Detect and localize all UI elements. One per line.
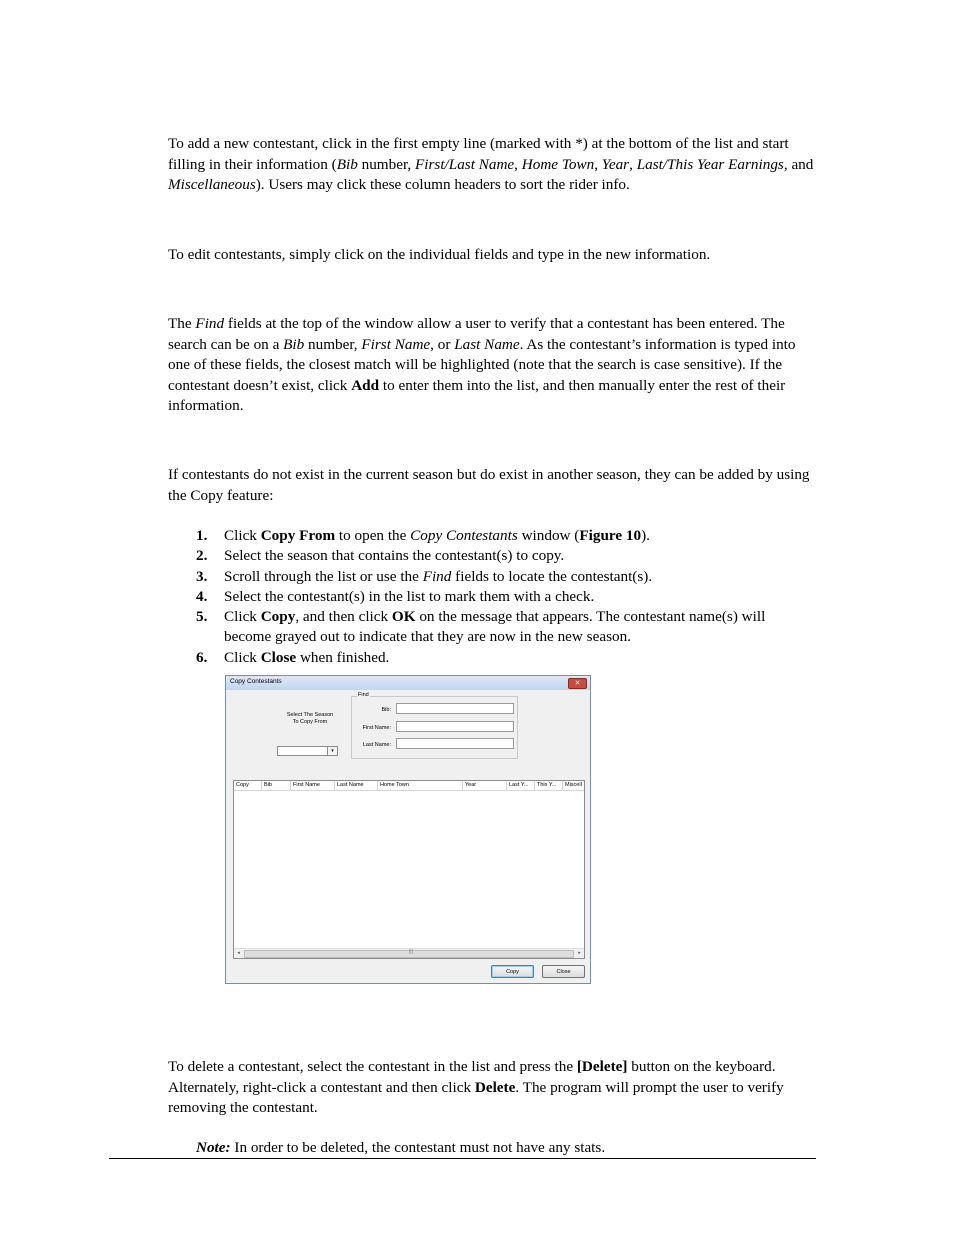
season-label-line: To Copy From bbox=[292, 719, 328, 725]
contestants-grid[interactable] bbox=[233, 780, 585, 959]
find-groupbox bbox=[351, 692, 518, 759]
text: to open the bbox=[335, 527, 411, 544]
step-number: 1. bbox=[196, 527, 208, 544]
text: . As the contestant’s information is typed into one of these fields, the closest match will be highlighted (note that the search is case sensitive). If the contestant doesn’t exist, click bbox=[168, 335, 796, 394]
column-header-bib[interactable]: Bib bbox=[262, 781, 291, 790]
scroll-right-icon[interactable]: ▸ bbox=[578, 950, 581, 956]
text: window ( bbox=[517, 527, 580, 544]
first-name-label: First Name: bbox=[362, 725, 391, 731]
step-item bbox=[168, 648, 814, 668]
column-header-miscellaneous[interactable]: Miscell bbox=[565, 782, 582, 788]
delete-paragraph bbox=[168, 1057, 814, 1119]
text: when finished. bbox=[296, 648, 390, 666]
grip-icon: ||| bbox=[409, 949, 413, 955]
chevron-down-icon[interactable]: ▾ bbox=[327, 747, 337, 755]
find-legend: Find bbox=[358, 692, 369, 698]
text: number, bbox=[304, 335, 362, 353]
text: , bbox=[629, 155, 637, 173]
text: Copy bbox=[260, 608, 296, 626]
column-header-year[interactable]: Year bbox=[463, 781, 507, 790]
text: Bib bbox=[336, 155, 358, 173]
text: Click bbox=[224, 648, 261, 666]
text: . The program will prompt the user to verify removing the contestant. bbox=[168, 1078, 784, 1116]
scroll-left-icon[interactable]: ◂ bbox=[237, 950, 240, 956]
text: Close bbox=[260, 648, 297, 666]
close-button[interactable]: Close bbox=[542, 965, 585, 978]
first-name-input[interactable] bbox=[396, 721, 514, 732]
note bbox=[196, 1138, 605, 1158]
step-item bbox=[168, 587, 814, 607]
step-item bbox=[168, 546, 814, 566]
text: , or bbox=[430, 335, 455, 353]
season-label-line: Select The Season bbox=[286, 712, 334, 718]
text: on the message that appears. The contestant name(s) will become grayed out to indicate that they are now in the new season. bbox=[224, 608, 766, 646]
bib-label: Bib: bbox=[381, 707, 391, 713]
grid-header bbox=[234, 781, 584, 791]
copy-button[interactable]: Copy bbox=[491, 965, 534, 978]
text: Delete bbox=[474, 1078, 516, 1096]
note-label: Note: bbox=[196, 1139, 231, 1156]
step-number: 4. bbox=[196, 587, 208, 605]
last-name-input[interactable] bbox=[396, 738, 514, 749]
text: , bbox=[594, 155, 602, 173]
text: Add bbox=[351, 376, 380, 394]
note-text: In order to be deleted, the contestant must not have any stats. bbox=[230, 1139, 606, 1156]
text: Figure 10 bbox=[579, 527, 642, 544]
text: , bbox=[514, 155, 522, 173]
text: Select the season that contains the contestant(s) to copy. bbox=[224, 547, 565, 565]
text: fields at the top of the window allow a user to verify that a contestant has been entered. The search can be on a bbox=[168, 315, 785, 353]
text: Home Town bbox=[521, 155, 595, 173]
text: The bbox=[168, 315, 196, 332]
step-number: 6. bbox=[196, 648, 208, 666]
window-titlebar bbox=[226, 676, 590, 690]
text: First Name bbox=[361, 335, 431, 353]
text: To add a new contestant, click in the first empty line (marked with *) at the bottom of the list and start filling in their information ( bbox=[168, 135, 789, 173]
text: Find bbox=[195, 315, 225, 332]
edit-contestant-paragraph: To edit contestants, simply click on the individual fields and type in the new information. bbox=[168, 246, 711, 263]
step-item bbox=[168, 607, 814, 648]
copy-contestants-window bbox=[225, 675, 591, 984]
text: , and bbox=[783, 155, 814, 173]
text: Copy From bbox=[260, 527, 336, 544]
copy-intro-paragraph: If contestants do not exist in the current season but do exist in another season, they can be added by using the Copy feature: bbox=[168, 466, 810, 504]
column-header-last-year[interactable]: Last Y... bbox=[507, 781, 535, 790]
bib-input[interactable] bbox=[396, 703, 514, 714]
step-number: 3. bbox=[196, 567, 208, 585]
text: Scroll through the list or use the bbox=[224, 567, 423, 585]
text: number, bbox=[357, 155, 415, 173]
text: To delete a contestant, select the contestant in the list and press the bbox=[168, 1058, 577, 1075]
step-item bbox=[168, 567, 814, 587]
season-label bbox=[270, 712, 350, 726]
text: button on the keyboard. Alternately, right-click a contestant and then click bbox=[168, 1058, 776, 1096]
text: Click bbox=[224, 527, 261, 544]
find-paragraph bbox=[168, 314, 814, 417]
text: ). Users may click these column headers to sort the rider info. bbox=[255, 176, 630, 193]
text: Last Name bbox=[454, 335, 520, 353]
step-number: 2. bbox=[196, 547, 208, 565]
column-header-first-name[interactable]: First Name bbox=[291, 781, 335, 790]
add-contestant-paragraph bbox=[168, 134, 814, 196]
text: to enter them into the list, and then manually enter the rest of their information. bbox=[168, 376, 786, 414]
text: Year bbox=[601, 155, 630, 173]
step-item bbox=[168, 526, 814, 546]
column-header-home-town[interactable]: Home Town bbox=[378, 781, 463, 790]
text: Click bbox=[224, 608, 261, 626]
last-name-label: Last Name: bbox=[362, 742, 391, 748]
text: [Delete] bbox=[576, 1058, 628, 1075]
text: First/Last Name bbox=[415, 155, 515, 173]
scroll-thumb[interactable] bbox=[244, 950, 574, 958]
text: Select the contestant(s) in the list to mark them with a check. bbox=[224, 587, 595, 605]
column-header-this-year[interactable]: This Y... bbox=[535, 781, 563, 790]
text: ). bbox=[641, 527, 650, 544]
text: fields to locate the contestant(s). bbox=[451, 567, 653, 585]
text: , and then click bbox=[295, 608, 392, 626]
text: Last/This Year Earnings bbox=[636, 155, 784, 173]
text: Find bbox=[422, 567, 452, 585]
text: OK bbox=[391, 608, 416, 626]
horizontal-scrollbar[interactable] bbox=[234, 948, 584, 958]
column-header-last-name[interactable]: Last Name bbox=[335, 781, 378, 790]
window-close-button[interactable]: ✕ bbox=[568, 678, 587, 689]
column-header-copy[interactable]: Copy bbox=[234, 781, 262, 790]
text: Bib bbox=[283, 335, 305, 353]
window-title: Copy Contestants bbox=[230, 678, 282, 685]
text: Miscellaneous bbox=[168, 176, 256, 193]
footer-rule bbox=[109, 1158, 816, 1159]
text: Copy Contestants bbox=[410, 527, 518, 544]
step-number: 5. bbox=[196, 608, 208, 626]
copy-steps-list bbox=[168, 526, 814, 668]
season-dropdown[interactable] bbox=[277, 746, 338, 756]
